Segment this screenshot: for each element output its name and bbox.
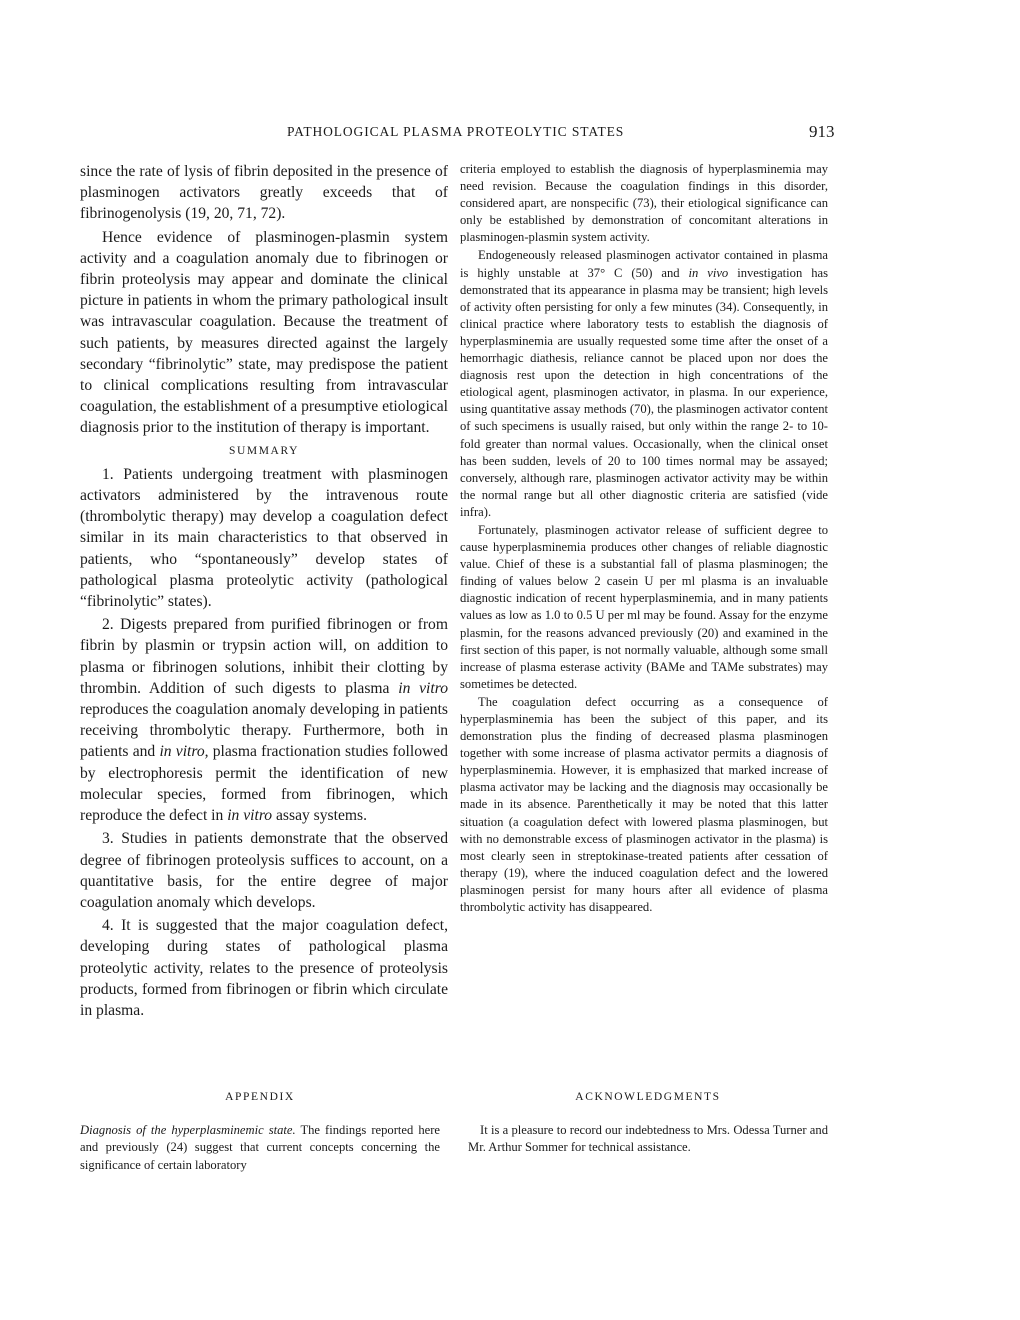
summary-item-3: 3. Studies in patients demonstrate that the observed degree of fibrinogen proteolysis suffices to account, on a quantitative basis, for the entire degree of major coagulation anomaly which develops. bbox=[80, 830, 448, 911]
left-paragraph-continued: since the rate of lysis of fibrin deposited in the presence of plasminogen activators greatly exceeds that of fibrinogenolysis (19, 20, 71, 72). bbox=[80, 163, 448, 223]
left-paragraph-evidence: Hence evidence of plasminogen-plasmin system activity and a coagulation anomaly due to fibrinogen or fibrin proteolysis may appear and dominate the clinical picture in patients in whom the primary pathological insult was intravascular coagulation. Because the treatment of such patients, by measures directed against the largely secondary “fibrinolytic” state, may predispose the patient to clinical complications resulting from intravascular coagulation, the establishment of a presumptive etiological diagnosis prior to the institution of therapy is important. bbox=[80, 228, 448, 437]
summary-item-2-text-a: 2. Digests prepared from purified fibrinogen or from fibrin by plasmin or trypsin action will, on addition to plasma or fibrinogen solutions, inhibit their clotting by thrombin. Addition of such digests to plasma bbox=[80, 616, 448, 697]
running-head-title: PATHOLOGICAL PLASMA PROTEOLYTIC STATES bbox=[287, 124, 625, 139]
acknowledgments-section bbox=[468, 1089, 828, 1157]
right-paragraph-activator bbox=[460, 247, 828, 521]
summary-item-2 bbox=[80, 614, 448, 826]
summary-item-2-italic-1: in vitro bbox=[398, 679, 449, 697]
acknowledgments-heading: ACKNOWLEDGMENTS bbox=[575, 1091, 721, 1103]
appendix-text: The findings reported here and previously (24) suggest that current concepts concerning the significance of certain laboratory bbox=[80, 1123, 441, 1172]
appendix-heading: APPENDIX bbox=[225, 1091, 295, 1103]
right-paragraph-activator-italic: in vivo bbox=[688, 265, 729, 280]
left-column bbox=[80, 161, 448, 1023]
right-column bbox=[460, 161, 828, 917]
summary-item-4: 4. It is suggested that the major coagulation defect, developing during states of pathological plasma proteolytic activity, relates to the presence of proteolysis products, formed from fibrinogen or fibrin which circulate in plasma. bbox=[80, 917, 448, 1019]
running-header bbox=[0, 122, 1020, 146]
summary-item-2-italic-3: in vitro bbox=[227, 807, 273, 825]
right-paragraph-fortunately: Fortunately, plasminogen activator release of sufficient degree to cause hyperplasminemia produces other changes of reliable diagnostic value. Chief of these is a substantial fall of plasma plasminogen; the finding of values below 2 casein U per ml plasma is an invaluable diagnostic indication of recent hyperplasminemia, and in many patients values as low as 1.0 to 0.5 U per ml may be found. Assay for the enzyme plasmin, for the reasons advanced previously (20) and examined in the first section of this paper, is not normally valuable, although some small increase of plasma esterase activity (BAMe and TAMe substrates) may sometimes be detected. bbox=[460, 522, 828, 691]
appendix-section bbox=[80, 1089, 440, 1174]
acknowledgments-text: It is a pleasure to record our indebtedness to Mrs. Odessa Turner and Mr. Arthur Sommer for technical assistance. bbox=[468, 1123, 828, 1155]
right-paragraph-criteria: criteria employed to establish the diagnosis of hyperplasminemia may need revision. Because the coagulation findings in this disorder, considered apart, are nonspecific (73), their etiological significance can only be established by demonstration of concomitant alterations in plasminogen-plasmin system activity. bbox=[460, 162, 828, 245]
appendix-paragraph bbox=[80, 1122, 440, 1174]
right-paragraph-activator-text-b: investigation has demonstrated that its appearance in plasma may be transient; high levels of activity often persisting for only a few minutes (34). Consequently, in clinical practice where laboratory tests to establish the diagnosis of hyperplasminemia are usually requested some time after the onset of a hemorrhagic diathesis, reliance cannot be placed upon nor does the diagnosis rest upon the detection in high concentrations of the etiological agent, plasminogen activator, in plasma. In our experience, using quantitative assay methods (70), the plasminogen activator content of such specimens is usually raised, but only within the range 2- to 10-fold greater than normal values. Occasionally, when the clinical onset has been sudden, levels of 20 to 100 times normal may be assayed; conversely, although rare, plasminogen activator activity may be within the normal range but all other diagnostic criteria are satisfied (vide infra). bbox=[460, 265, 828, 519]
right-paragraph-coagulation-defect: The coagulation defect occurring as a consequence of hyperplasminemia has been the subject of this paper, and its demonstration plus the finding of decreased plasma plasminogen together with some increase of plasma activator permits a diagnosis of hyperplasminemia. However, it is emphasized that marked increase of plasma activator may be lacking and the diagnosis may occasionally be made in its absence. Parenthetically it may be noted that this latter situation (a coagulation defect with lowered plasma plasminogen, but with no demonstrable excess of plasminogen activator in the plasma) is most clearly seen in streptokinase-treated patients after cessation of therapy (19), where the induced coagulation defect and the lowered plasminogen persist for many hours after all evidence of plasma thrombolytic activity has disappeared. bbox=[460, 694, 828, 915]
summary-item-1: 1. Patients undergoing treatment with plasminogen activators administered by the intravenous route (thrombolytic therapy) may develop a coagulation defect similar in its main characteristics to that observed in patients, who “spontaneously” develop states of pathological plasma proteolytic activity (pathological “fibrinolytic” states). bbox=[80, 465, 448, 611]
summary-item-2-text-c: plasma fractionation studies followed by electrophoresis permit the identification of new molecular species, formed from fibrinogen, which reproduce the defect in bbox=[80, 743, 448, 825]
page-number: 913 bbox=[809, 122, 835, 141]
right-paragraph-activator-text-a: Endogeneously released plasminogen activator contained in plasma is highly unstable at 37° C (50) and bbox=[460, 248, 828, 280]
summary-item-2-text-b: reproduces the coagulation anomaly developing in patients receiving thrombolytic therapy. Furthermore, both in patients and bbox=[80, 701, 448, 761]
appendix-run-in-title: Diagnosis of the hyperplasminemic state. bbox=[80, 1123, 296, 1138]
summary-item-2-italic-2: in vitro, bbox=[159, 743, 209, 761]
summary-item-2-text-d: assay systems. bbox=[272, 807, 367, 825]
summary-heading: SUMMARY bbox=[229, 444, 299, 457]
